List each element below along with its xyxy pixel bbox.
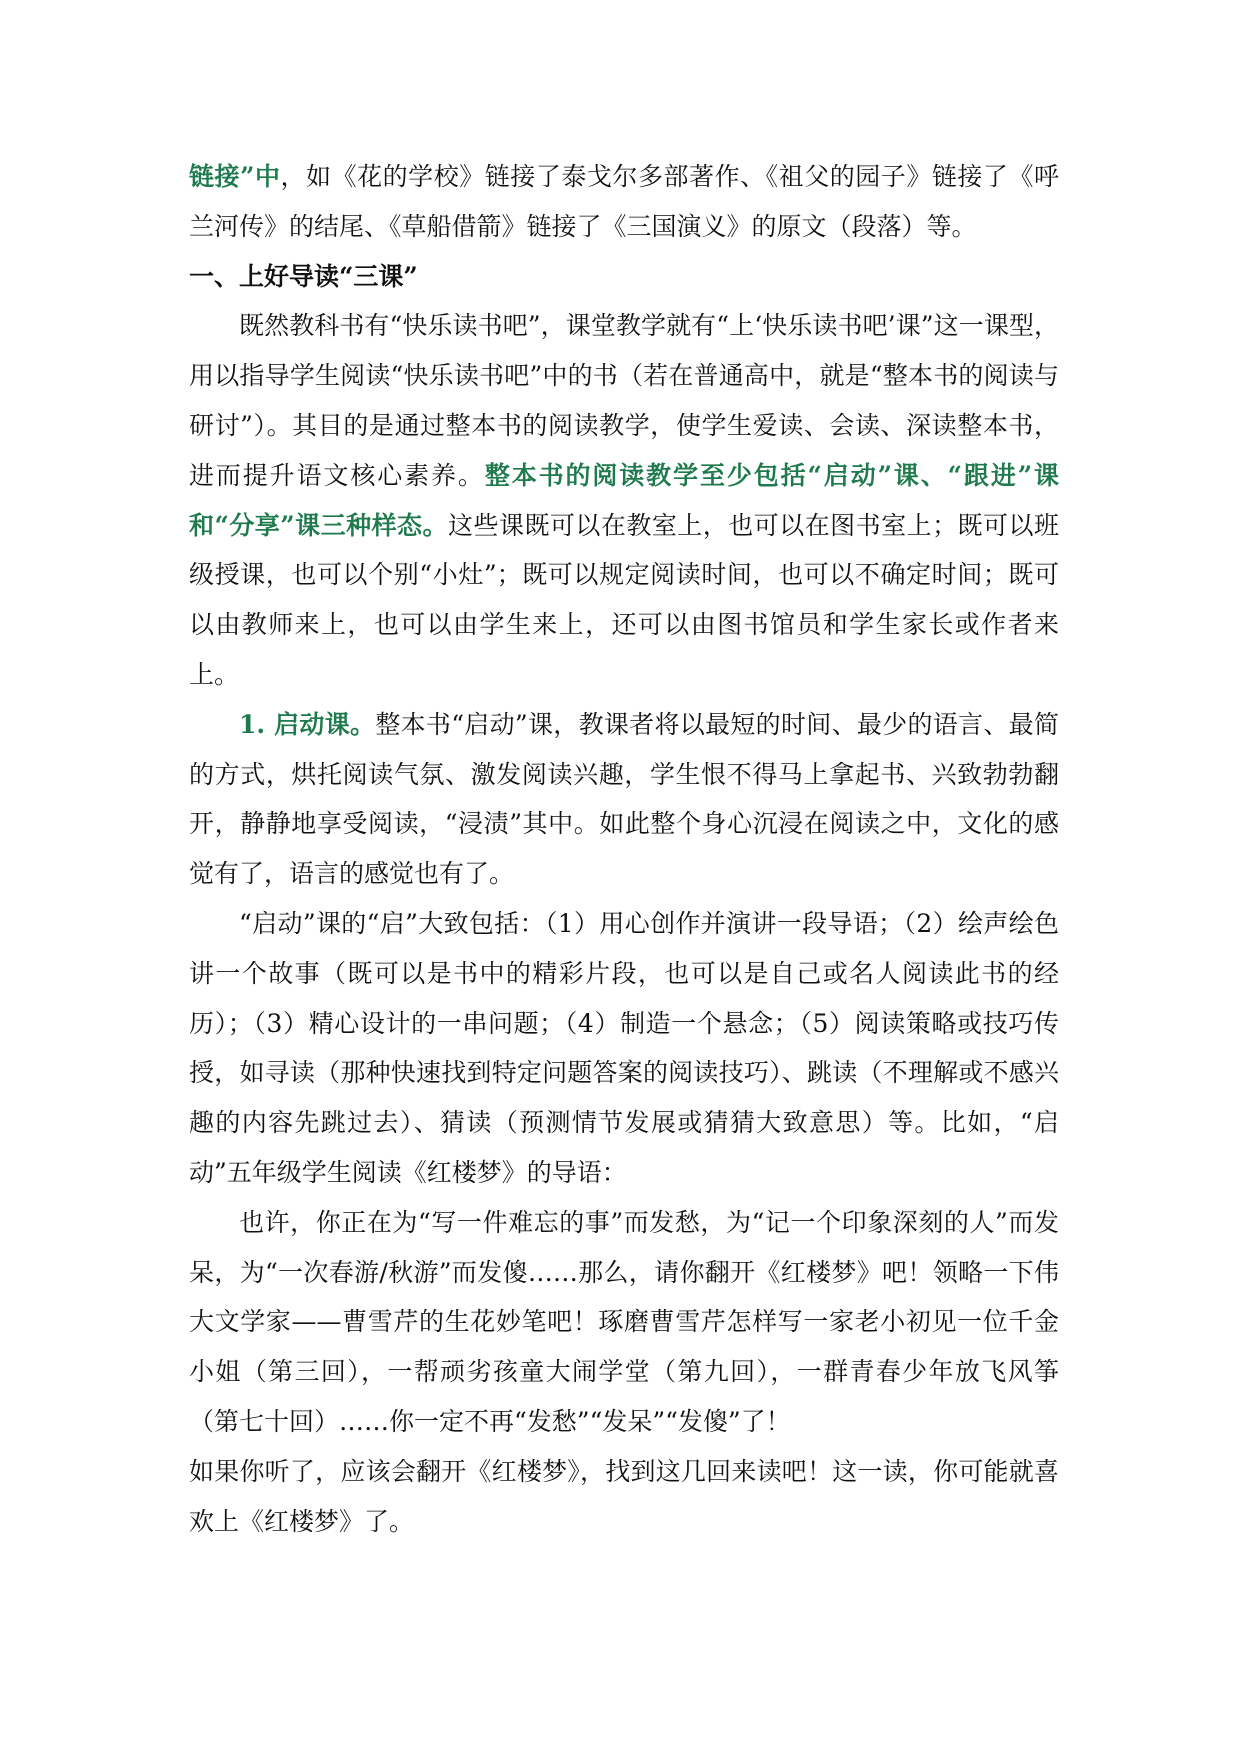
paragraph-link-examples [189, 152, 1059, 252]
heading-text: 一、上好导读“三课” [189, 261, 418, 291]
body-text: “启动”课的“启”大致包括：（1）用心创作并演讲一段导语；（2）绘声绘色讲一个故事（既可以是书中的精彩片段，也可以是自己或名人阅读此书的经历）；（3）精心设计的一串问题；（4）制造一个悬念；（5）阅读策略或技巧传授，如寻读（那种快速找到特定问题答案的阅读技巧）、跳读（不理解或不感兴趣的内容先跳过去）、猜读（预测情节发展或猜猜大致意思）等。比如，“启动”五年级学生阅读《红楼梦》的导语： [189, 908, 1059, 1187]
section-heading [189, 252, 1059, 302]
paragraph-launch-class [189, 700, 1059, 899]
body-text: 既然教科书有“快乐读书吧”，课堂教学就有“上‘快乐读书吧’课”这一课型，用以指导学生阅读“快乐读书吧”中的书（若在普通高中，就是“整本书的阅读与研讨”）。其目的是通过整本书的阅读教学，使学生爱读、会读、深读整本书，进而提升语文核心素养。 [189, 311, 1059, 490]
emphasis-text: 链接”中 [189, 162, 281, 191]
body-text: ，如《花的学校》链接了泰戈尔多部著作、《祖父的园子》链接了《呼兰河传》的结尾、《草船借箭》链接了《三国演义》的原文（段落）等。 [189, 162, 1059, 241]
body-text: 整本书“启动”课，教课者将以最短的时间、最少的语言、最简的方式，烘托阅读气氛、激发阅读兴趣，学生恨不得马上拿起书、兴致勃勃翻开，静静地享受阅读，“浸渍”其中。如此整个身心沉浸在阅读之中，文化的感觉有了，语言的感觉也有了。 [189, 709, 1059, 889]
body-text: 如果你听了，应该会翻开《红楼梦》，找到这几回来读吧！这一读，你可能就喜欢上《红楼梦》了。 [189, 1456, 1059, 1536]
emphasis-text: 整本书的阅读教学至少包括“启动”课、“跟进”课和“分享”课三种样态。 [189, 460, 1059, 540]
paragraph-example-quote [189, 1198, 1059, 1447]
body-text: 这些课既可以在教室上，也可以在图书室上；既可以班级授课，也可以个别“小灶”；既可以规定阅读时间，也可以不确定时间；既可以由教师来上，也可以由学生来上，还可以由图书馆员和学生家长或作者来上。 [189, 510, 1059, 689]
paragraph-closing [189, 1447, 1059, 1547]
body-text: 也许，你正在为“写一件难忘的事”而发愁，为“记一个印象深刻的人”而发呆，为“一次春游/秋游”而发傻……那么，请你翻开《红楼梦》吧！领略一下伟大文学家——曹雪芹的生花妙笔吧！琢磨曹雪芹怎样写一家老小初见一位千金小姐（第三回），一帮顽劣孩童大闹学堂（第九回），一群青春少年放飞风筝（第七十回）……你一定不再“发愁”“发呆”“发傻”了！ [189, 1207, 1059, 1436]
paragraph-intro [189, 301, 1059, 699]
article-body [189, 152, 1059, 1546]
paragraph-launch-methods [189, 899, 1059, 1198]
emphasis-text: 1. 启动课。 [239, 709, 376, 739]
